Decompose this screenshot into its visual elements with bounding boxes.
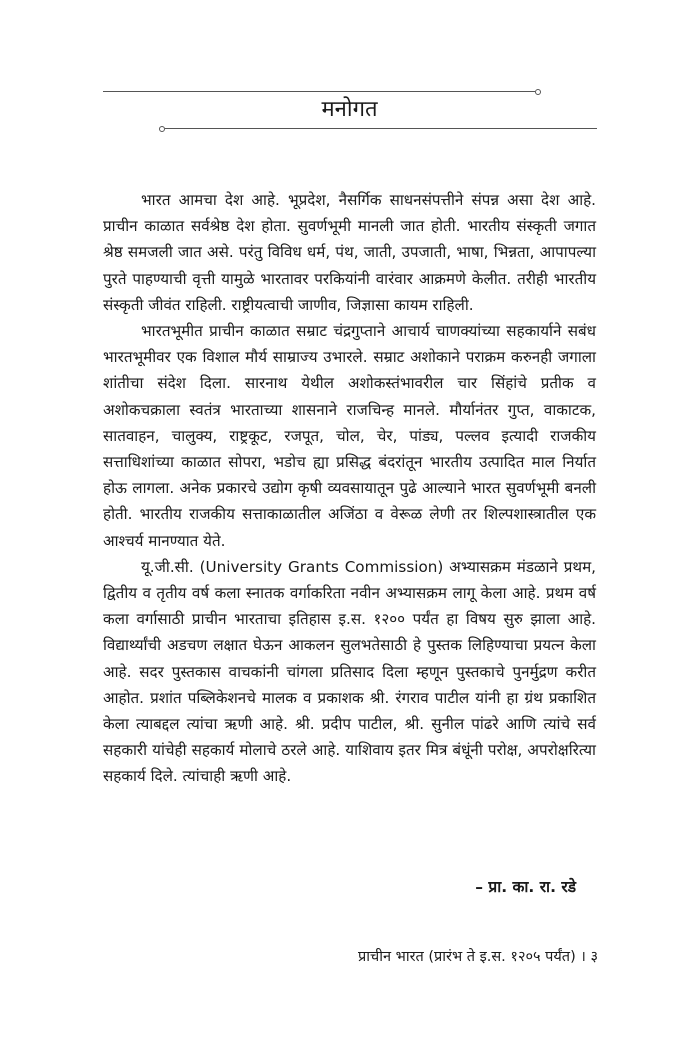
author-signature: – प्रा. का. रा. रडे — [475, 878, 576, 896]
header-rule-top — [103, 91, 535, 92]
page-footer: प्राचीन भारत (प्रारंभ ते इ.स. १२०५ पर्यंत) । ३ — [358, 949, 598, 965]
paragraph-1: भारत आमचा देश आहे. भूप्रदेश, नैसर्गिक साधनसंपत्तीने संपन्न असा देश आहे. प्राचीन काळात सर्वश्रेष्ठ देश होता. सुवर्णभूमी मानली जात होती. भारतीय संस्कृती जगात श्रेष्ठ समजली जात असे. परंतु विविध धर्म, पंथ, जाती, उपजाती, भाषा, भिन्नता, आपापल्या पुरते पाहण्याची वृत्ती यामुळे भारतावर परकियांनी वारंवार आक्रमणे केलीत. तरीही भारतीय संस्कृती जीवंत राहिली. राष्ट्रीयत्वाची जाणीव, जिज्ञासा कायम राहिली. — [103, 191, 596, 314]
preface-body — [103, 187, 596, 790]
paragraph-3: यू.जी.सी. (University Grants Commission) अभ्यासक्रम मंडळाने प्रथम, द्वितीय व तृतीय वर्ष कला स्नातक वर्गाकरिता नवीन अभ्यासक्रम लागू केला आहे. प्रथम वर्ष कला वर्गासाठी प्राचीन भारताचा इतिहास इ.स. १२०० पर्यंत हा विषय सुरु झाला आहे. विद्यार्थ्यांची अडचण लक्षात घेऊन आकलन सुलभतेसाठी हे पुस्तक लिहिण्याचा प्रयत्न केला आहे. सदर पुस्तकास वाचकांनी चांगला प्रतिसाद दिला म्हणून पुस्तकाचे पुनर्मुद्रण करीत आहोत. प्रशांत पब्लिकेशनचे मालक व प्रकाशक श्री. रंगराव पाटील यांनी हा ग्रंथ प्रकाशित केला त्याबद्दल त्यांचा ऋणी आहे. श्री. प्रदीप पाटील, श्री. सुनील पांढरे आणि त्यांचे सर्व सहकारी यांचेही सहकार्य मोलाचे ठरले आहे. याशिवाय इतर मित्र बंधूंनी परोक्ष, अपरोक्षरित्या सहकार्य दिले. त्यांचाही ऋणी आहे. — [103, 557, 596, 786]
rule-end-ornament — [159, 126, 165, 132]
paragraph-2: भारतभूमीत प्राचीन काळात सम्राट चंद्रगुप्ताने आचार्य चाणक्यांच्या सहकार्याने सबंध भारतभूमीवर एक विशाल मौर्य साम्राज्य उभारले. सम्राट अशोकाने पराक्रम करुनही जगाला शांतीचा संदेश दिला. सारनाथ येथील अशोकस्तंभावरील चार सिंहांचे प्रतीक व अशोकचक्राला स्वतंत्र भारताच्या शासनाने राजचिन्ह मानले. मौर्यानंतर गुप्त, वाकाटक, सातवाहन, चालुक्य, राष्ट्रकूट, रजपूत, चोल, चेर, पांड्य, पल्लव इत्यादी राजकीय सत्ताधिशांच्या काळात सोपरा, भडोच ह्या प्रसिद्ध बंदरांतून भारतीय उत्पादित माल निर्यात होऊ लागला. अनेक प्रकारचे उद्योग कृषी व्यवसायातून पुढे आल्याने भारत सुवर्णभूमी बनली होती. भारतीय राजकीय सत्ताकाळातील अजिंठा व वेरूळ लेणी तर शिल्पशास्त्रातील एक आश्चर्य मानण्यात येते. — [103, 322, 596, 550]
page-title: मनोगत — [321, 97, 378, 122]
header-rule-bottom — [165, 128, 597, 129]
rule-end-ornament — [535, 89, 541, 95]
